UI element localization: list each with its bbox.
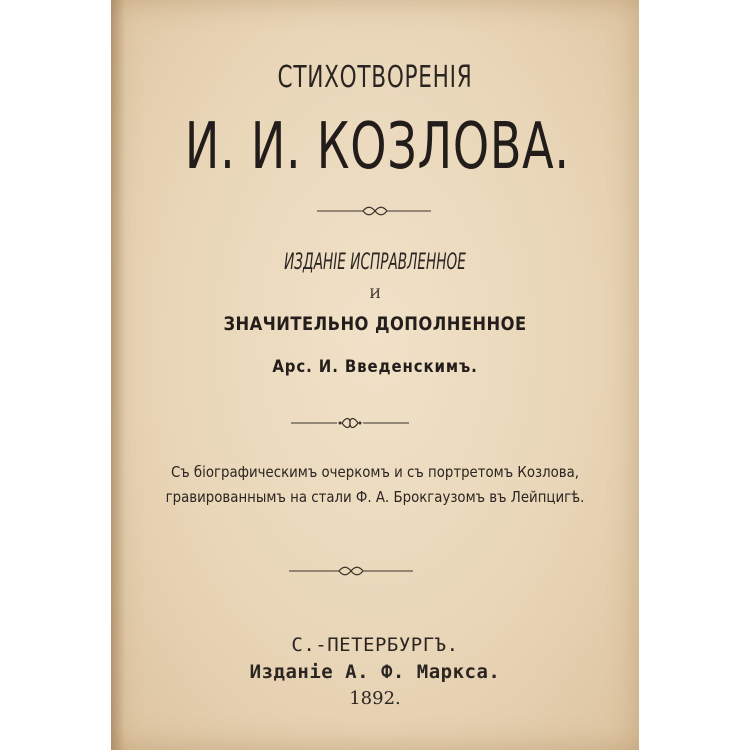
biography-line-2: гравированнымъ на стали Ф. А. Брокгаузомъ въ Лейпцигѣ. <box>165 488 585 506</box>
ornament-divider-middle <box>111 417 639 429</box>
imprint-city: С.-ПЕТЕРБУРГЪ. <box>291 634 459 656</box>
editor-line: Арс. И. Введенскимъ. <box>272 357 478 377</box>
imprint-year: 1892. <box>349 688 401 709</box>
ornament-divider-bottom <box>111 565 639 577</box>
biography-line-1: Съ біографическимъ очеркомъ и съ портретомъ Козлова, <box>170 463 580 481</box>
title-line-author: И. И. КОЗЛОВА. <box>184 110 570 184</box>
book-title-page <box>111 0 639 750</box>
title-line-poems: СТИХОТВОРЕНІЯ <box>277 60 473 95</box>
supplement-line: ЗНАЧИТЕЛЬНО ДОПОЛНЕННОЕ <box>223 313 527 335</box>
edition-line: ИЗДАНІЕ ИСПРАВЛЕННОЕ <box>284 250 466 275</box>
ornament-divider-top <box>111 205 639 217</box>
imprint-publisher: Изданіе А. Ф. Маркса. <box>249 661 501 683</box>
conjunction-line: И <box>369 287 381 302</box>
